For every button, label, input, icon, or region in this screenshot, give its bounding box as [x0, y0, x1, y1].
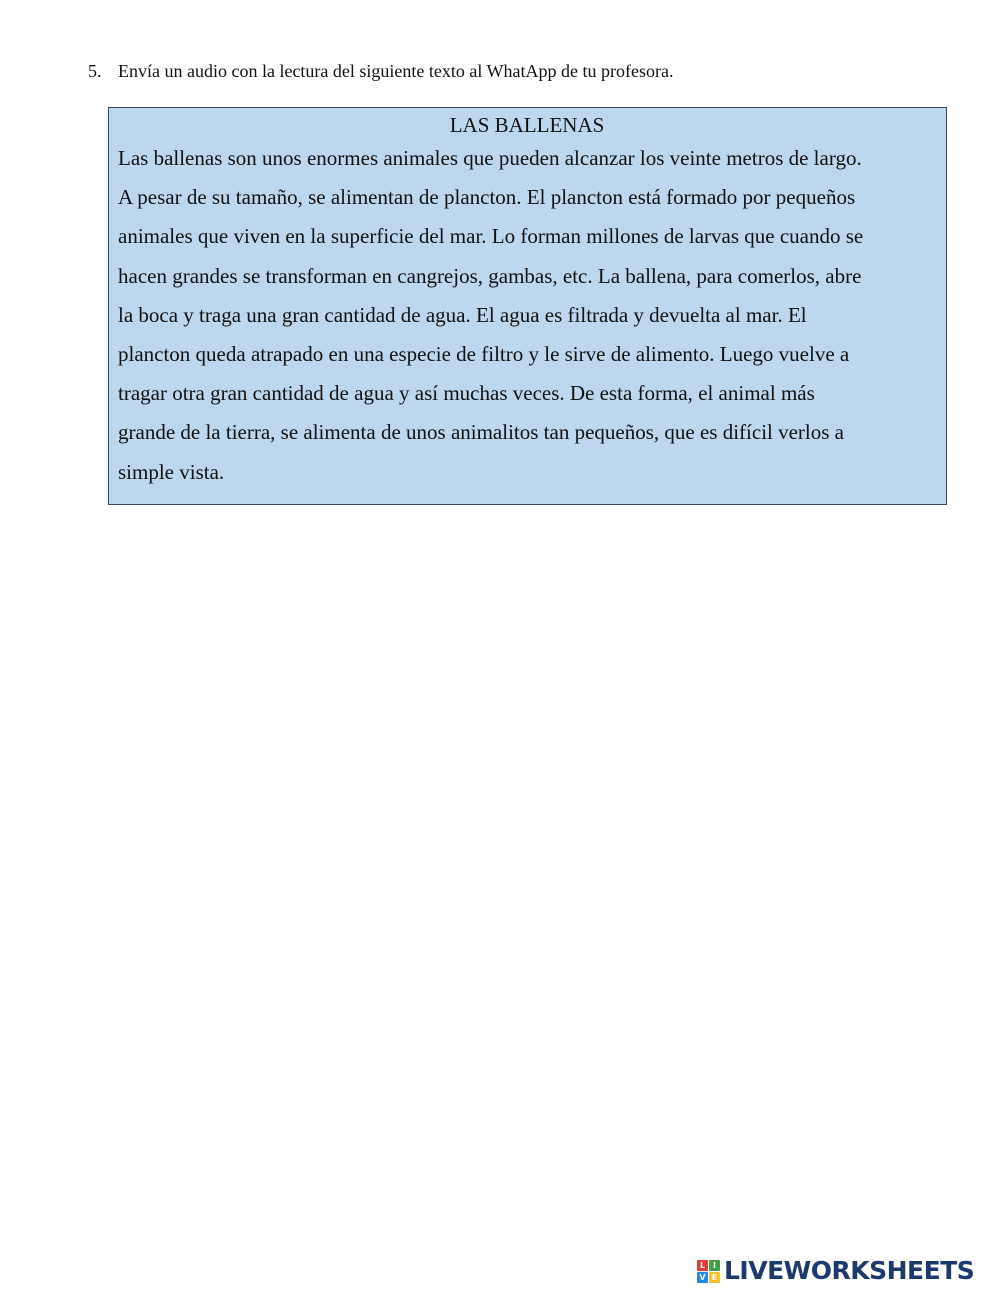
reading-text [118, 139, 936, 492]
reading-line: simple vista. [118, 459, 225, 484]
liveworksheets-logo[interactable] [697, 1255, 974, 1287]
reading-line: tragar otra gran cantidad de agua y así muchas veces. De esta forma, el animal más [118, 381, 815, 406]
logo-text: LIVEWORKSHEETS [724, 1256, 975, 1285]
reading-title: LAS BALLENAS [449, 113, 605, 137]
logo-mark-icon [697, 1260, 720, 1283]
logo-letter-l: L [697, 1260, 708, 1271]
logo-letter-v: V [697, 1272, 708, 1283]
reading-line: grande de la tierra, se alimenta de unos animalitos tan pequeños, que es difícil verlos a [118, 420, 845, 445]
reading-line: A pesar de su tamaño, se alimentan de plancton. El plancton está formado por pequeños [118, 185, 856, 210]
logo-letter-e: E [709, 1272, 720, 1283]
instruction-number: 5. [88, 61, 102, 81]
reading-line: la boca y traga una gran cantidad de agua. El agua es filtrada y devuelta al mar. El [118, 302, 807, 327]
reading-line: plancton queda atrapado en una especie de filtro y le sirve de alimento. Luego vuelve a [118, 342, 850, 367]
reading-line: animales que viven en la superficie del mar. Lo forman millones de larvas que cuando se [118, 224, 864, 249]
reading-line: hacen grandes se transforman en cangrejos, gambas, etc. La ballena, para comerlos, abre [118, 263, 862, 288]
instruction-item [88, 60, 674, 82]
instruction-text: Envía un audio con la lectura del siguiente texto al WhatApp de tu profesora. [118, 61, 674, 81]
reading-box [108, 107, 947, 505]
reading-line: Las ballenas son unos enormes animales que pueden alcanzar los veinte metros de largo. [118, 146, 862, 170]
logo-letter-i: I [709, 1260, 720, 1271]
